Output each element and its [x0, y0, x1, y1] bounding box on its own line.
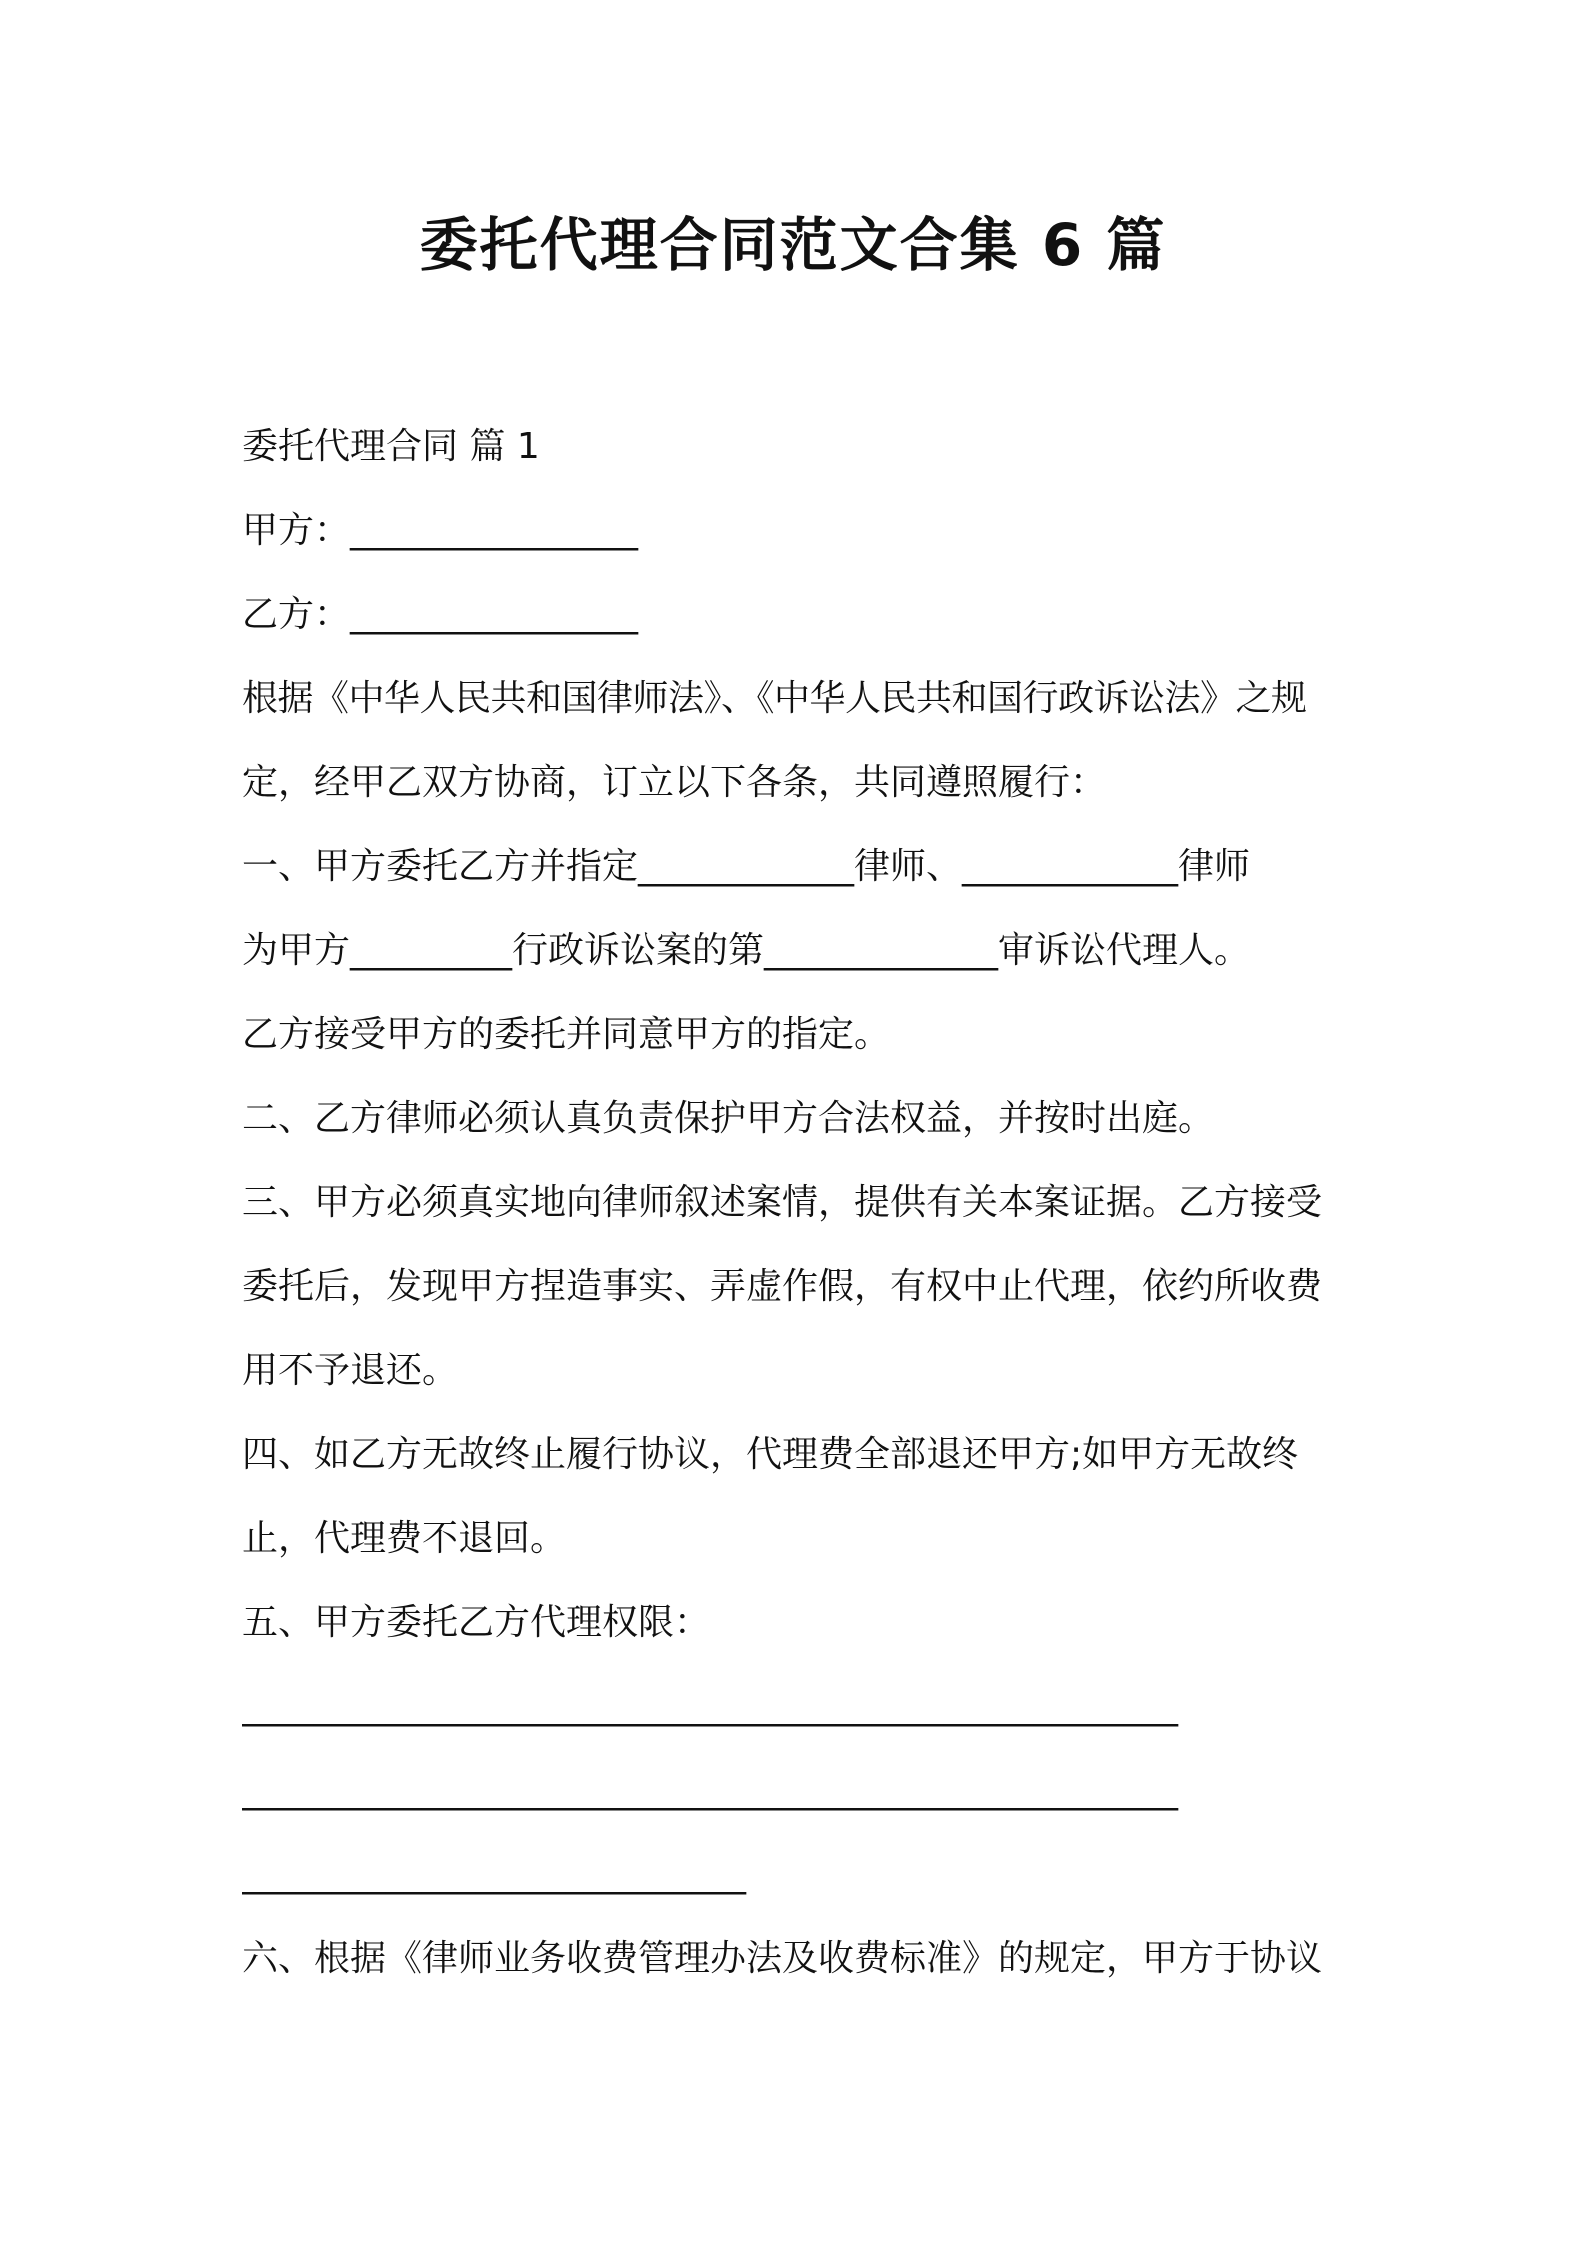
clause-1-line: 一、甲方委托乙方并指定____________律师、____________律师	[242, 846, 1251, 887]
clause-4-line: 四、如乙方无故终止履行协议，代理费全部退还甲方;如甲方无故终	[242, 1434, 1299, 1475]
document-title: 委托代理合同范文合集 6 篇	[419, 211, 1167, 279]
blank-fill-line: ____________________________	[242, 1854, 746, 1895]
document-body	[242, 405, 1357, 2001]
clause-3-line: 委托后，发现甲方捏造事实、弄虚作假，有权中止代理，依约所收费	[242, 1266, 1323, 1307]
clause-2-line: 二、乙方律师必须认真负责保护甲方合法权益，并按时出庭。	[242, 1098, 1215, 1139]
clause-6-line: 六、根据《律师业务收费管理办法及收费标准》的规定，甲方于协议	[242, 1938, 1323, 1979]
section-heading: 委托代理合同 篇 1	[242, 426, 540, 467]
clause-5-line: 五、甲方委托乙方代理权限：	[242, 1602, 711, 1643]
clause-3-line: 三、甲方必须真实地向律师叙述案情，提供有关本案证据。乙方接受	[242, 1182, 1323, 1223]
clause-1-line: 为甲方_________行政诉讼案的第_____________审诉讼代理人。	[242, 930, 1251, 971]
blank-fill-line: ____________________________________________________	[242, 1770, 1178, 1811]
clause-4-line: 止，代理费不退回。	[242, 1518, 567, 1559]
clause-3-line: 用不予退还。	[242, 1350, 459, 1391]
blank-fill-line: ____________________________________________________	[242, 1686, 1178, 1727]
paragraph-line: 根据《中华人民共和国律师法》、《中华人民共和国行政诉讼法》之规	[242, 678, 1307, 719]
paragraph-line: 定，经甲乙双方协商，订立以下各条，共同遵照履行：	[242, 762, 1107, 803]
clause-1-line: 乙方接受甲方的委托并同意甲方的指定。	[242, 1014, 891, 1055]
party-b-line: 乙方：________________	[242, 594, 639, 635]
party-a-line: 甲方：________________	[242, 510, 639, 551]
